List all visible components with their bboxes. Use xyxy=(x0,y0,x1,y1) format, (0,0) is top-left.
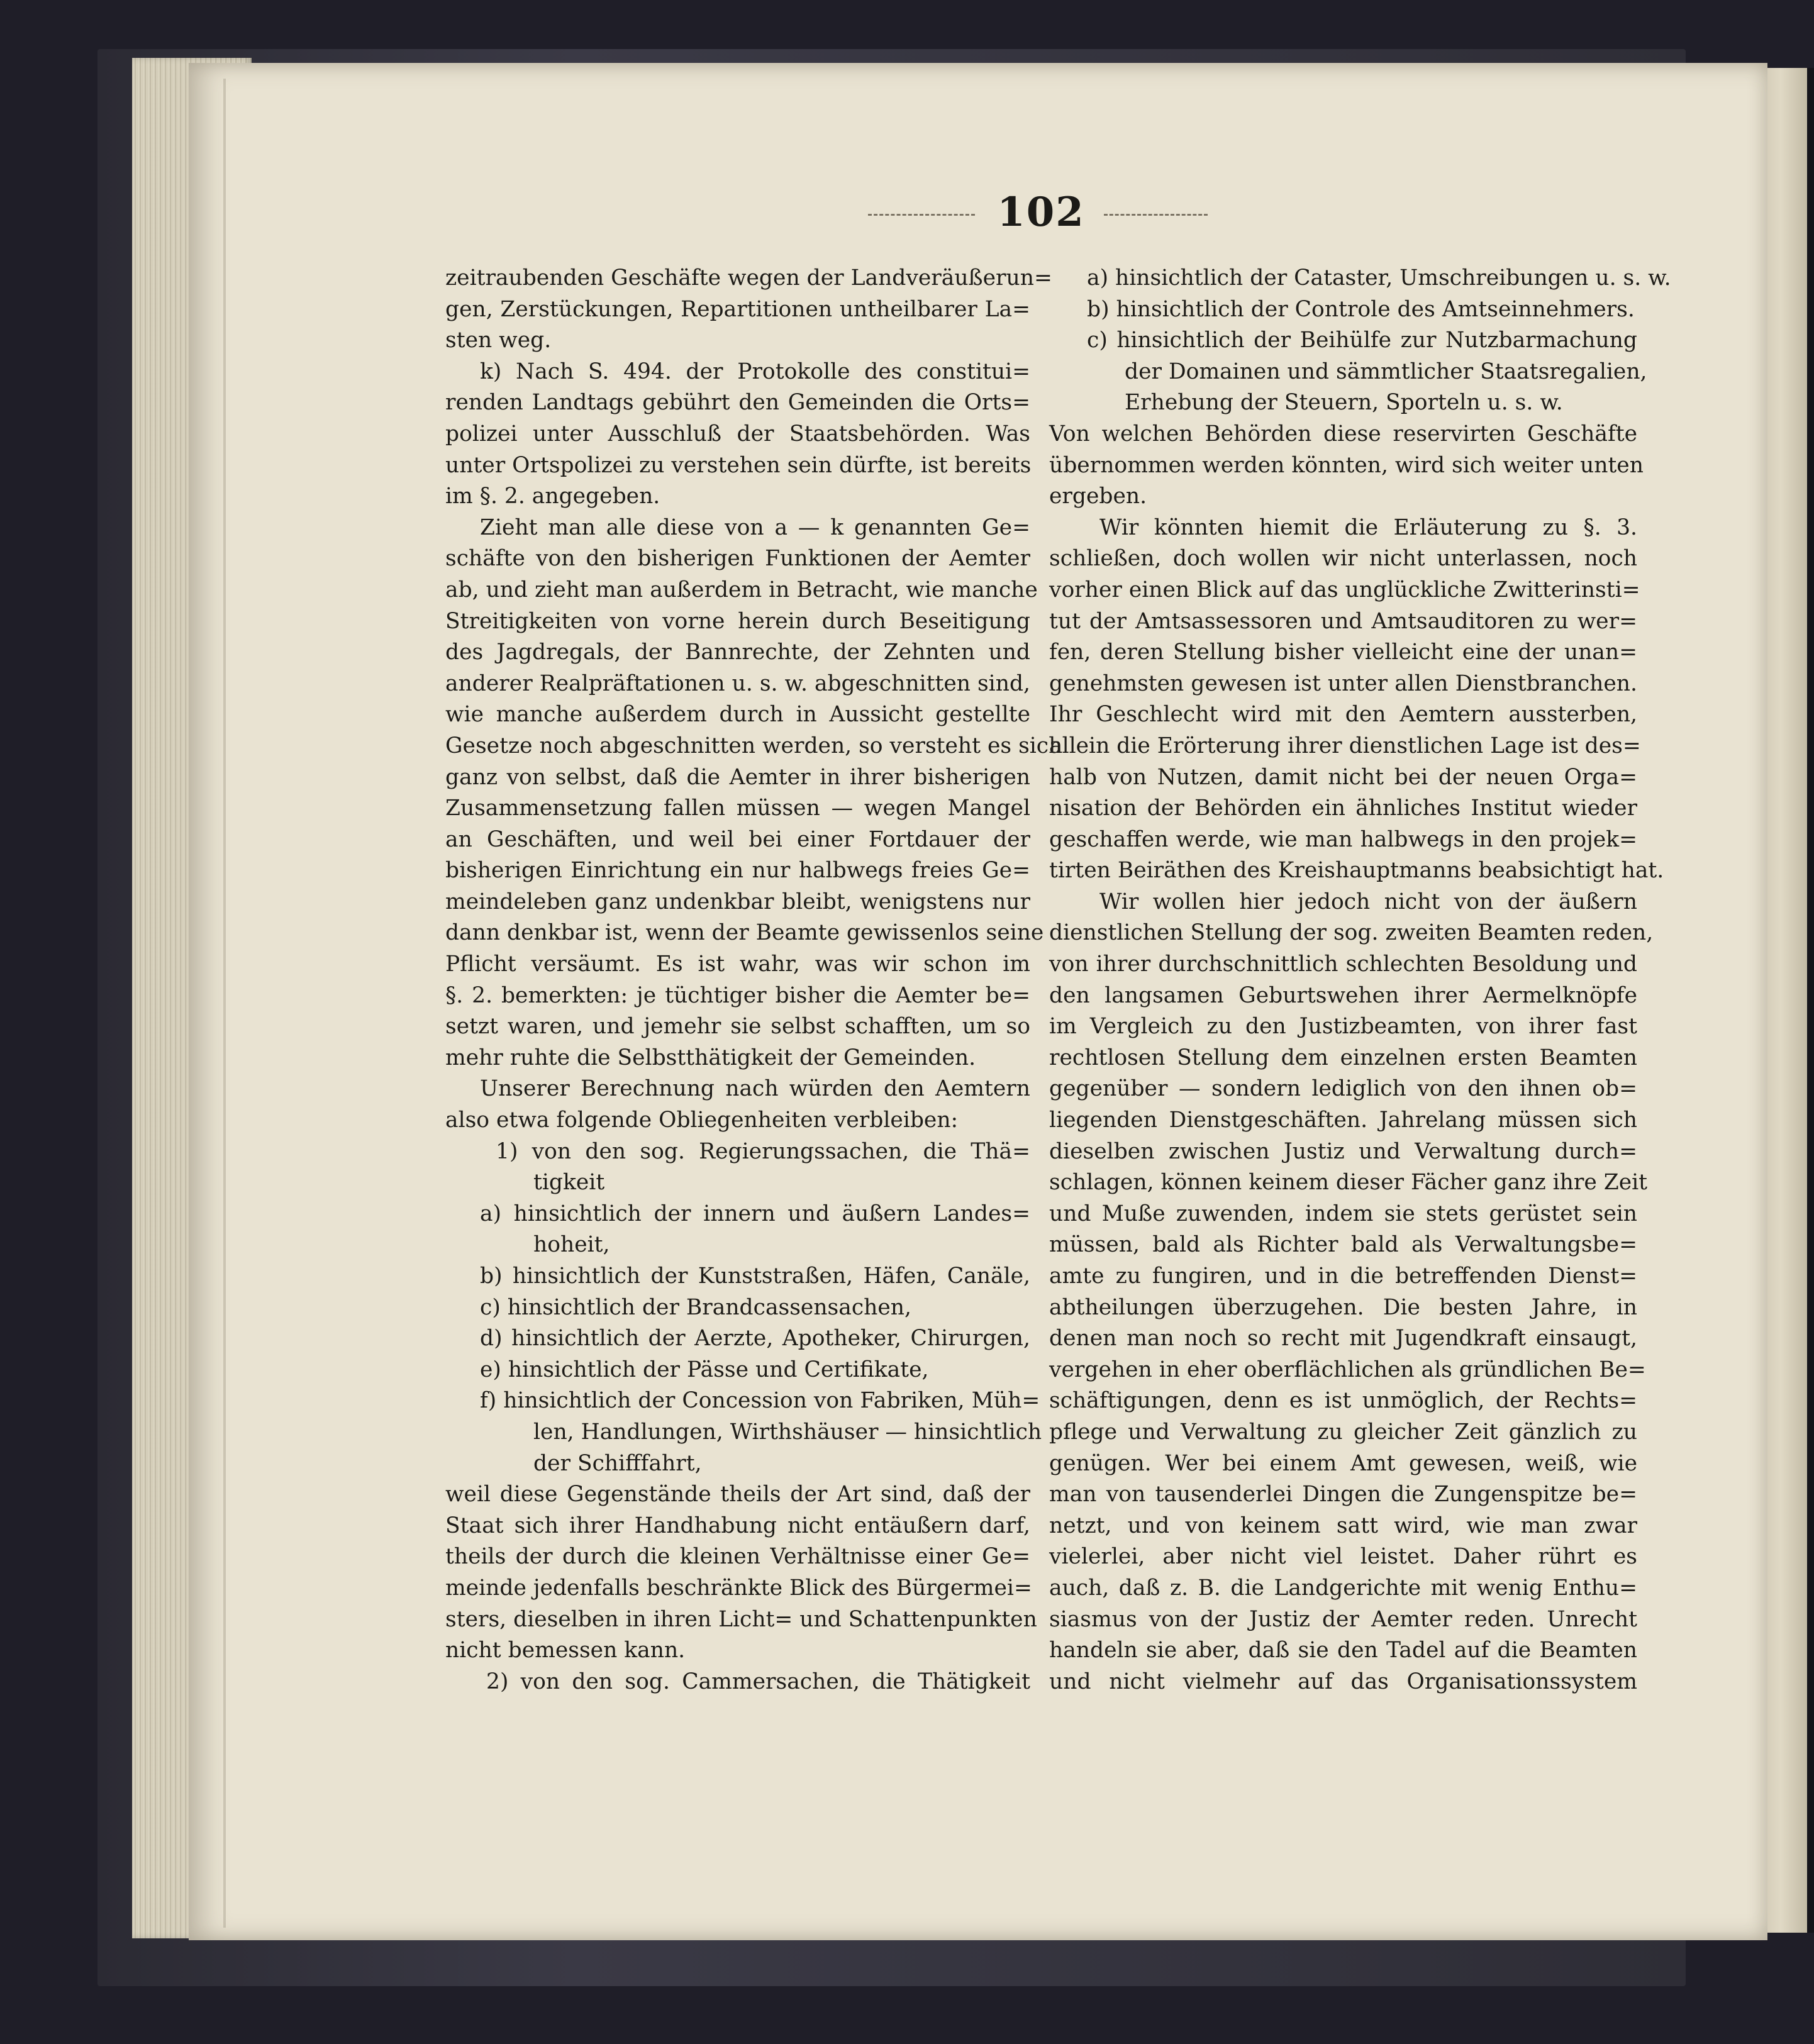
text-line-content: geschaffen werde, wie man halbwegs in den projek= xyxy=(1049,826,1637,852)
text-line-content: §. 2. bemerkten: je tüchtiger bisher die Aemter be= xyxy=(445,982,1030,1008)
text-line xyxy=(1049,980,1637,1012)
text-line xyxy=(445,419,1030,450)
text-line-content: halb von Nutzen, damit nicht bei der neuen Orga= xyxy=(1049,764,1637,790)
text-line xyxy=(1049,1074,1637,1105)
text-line xyxy=(1049,325,1637,357)
text-line-content: vergehen in eher oberflächlichen als gründlichen Be= xyxy=(1049,1357,1646,1382)
text-line-content: meindeleben ganz undenkbar bleibt, wenigstens nur xyxy=(445,889,1030,914)
text-line xyxy=(1049,669,1637,700)
text-line-content: d) hinsichtlich der Aerzte, Apotheker, Chirurgen, xyxy=(480,1326,1030,1352)
text-line-content: schlagen, können keinem dieser Fächer ganz ihre Zeit xyxy=(1049,1170,1648,1196)
text-line xyxy=(445,762,1030,794)
text-line xyxy=(1049,1386,1637,1417)
text-line-content: amte zu fungiren, und in die betreffenden Dienst= xyxy=(1049,1264,1637,1289)
text-line xyxy=(445,1417,1042,1448)
text-line-content: Wir wollen hier jedoch nicht von der äußern xyxy=(1099,889,1637,914)
text-line-content: weil diese Gegenstände theils der Art sind, daß der xyxy=(445,1482,1030,1508)
text-line-content: b) hinsichtlich der Controle des Amtseinnehmers. xyxy=(1087,296,1635,322)
text-line xyxy=(445,1573,1030,1604)
text-line xyxy=(1049,606,1637,638)
text-line xyxy=(1049,1604,1637,1636)
left-text-column xyxy=(445,263,1063,1697)
text-line-content: wie manche außerdem durch in Aussicht gestellte xyxy=(445,702,1030,728)
right-text-column xyxy=(1049,263,1671,1697)
text-line xyxy=(445,1448,1030,1480)
text-line-content: Zusammensetzung fallen müssen — wegen Mangel xyxy=(445,796,1030,821)
text-line xyxy=(445,1136,1030,1168)
text-line xyxy=(445,731,1063,762)
text-line xyxy=(445,450,1030,482)
text-line-content: hoheit, xyxy=(533,1232,610,1258)
text-line xyxy=(1049,1448,1637,1480)
text-line xyxy=(1049,1136,1637,1168)
text-line-content: k) Nach S. 494. der Protokolle des constitui= xyxy=(480,358,1030,384)
text-line-content: rechtlosen Stellung dem einzelnen ersten Beamten xyxy=(1049,1045,1637,1070)
text-line-content: an Geschäften, und weil bei einer Fortdauer der xyxy=(445,826,1030,852)
text-line-content: sten weg. xyxy=(445,328,552,353)
text-line-content: setzt waren, und jemehr sie selbst schafften, um so xyxy=(445,1014,1030,1040)
text-line-content: nicht bemessen kann. xyxy=(445,1638,686,1664)
text-line xyxy=(445,793,1030,825)
text-line-content: Wir könnten hiemit die Erläuterung zu §. 3. xyxy=(1099,514,1637,540)
text-line-content: c) hinsichtlich der Beihülfe zur Nutzbarmachung xyxy=(1087,328,1637,353)
text-line xyxy=(445,1604,1037,1636)
text-line-content: genehmsten gewesen ist unter allen Dienstbranchen. xyxy=(1049,670,1637,696)
text-line xyxy=(445,825,1030,856)
text-line-content: mehr ruhte die Selbstthätigkeit der Gemeinden. xyxy=(445,1045,976,1070)
text-line xyxy=(1049,1011,1637,1043)
text-line xyxy=(1049,637,1637,669)
text-line xyxy=(1049,1511,1637,1542)
text-line-content: Gesetze noch abgeschnitten werden, so versteht es sich xyxy=(445,733,1063,758)
background-strip xyxy=(1807,68,1814,1933)
text-line-content: im Vergleich zu den Justizbeamten, von ihrer fast xyxy=(1049,1014,1637,1040)
text-line xyxy=(445,543,1030,575)
text-line xyxy=(1049,481,1637,513)
text-line xyxy=(445,357,1030,388)
header-rule-left xyxy=(868,214,975,216)
text-line xyxy=(445,918,1044,949)
text-line xyxy=(1049,1105,1637,1136)
text-line xyxy=(1049,294,1637,326)
text-line xyxy=(1049,1355,1646,1386)
text-line-content: ganz von selbst, daß die Aemter in ihrer bisherigen xyxy=(445,764,1030,790)
text-line-content: denen man noch so recht mit Jugendkraft einsaugt, xyxy=(1049,1326,1637,1352)
text-line xyxy=(445,1323,1030,1355)
text-line xyxy=(1049,887,1637,918)
text-line xyxy=(445,606,1030,638)
text-line xyxy=(445,1292,1030,1324)
text-line-content: anderer Realpräftationen u. s. w. abgeschnitten sind, xyxy=(445,670,1030,696)
text-line-content: e) hinsichtlich der Pässe und Certifikate, xyxy=(480,1357,929,1382)
text-line xyxy=(1049,1167,1648,1199)
text-line xyxy=(445,263,1052,294)
text-line xyxy=(1049,825,1637,856)
text-line-content: sters, dieselben in ihren Licht= und Schattenpunkten xyxy=(445,1606,1037,1632)
text-line-content: man von tausenderlei Dingen die Zungenspitze be= xyxy=(1049,1482,1637,1508)
text-line-content: genügen. Wer bei einem Amt gewesen, weiß, wie xyxy=(1049,1450,1637,1476)
text-line-content: unter Ortspolizei zu verstehen sein dürfte, ist bereits xyxy=(445,452,1032,478)
text-line-content: schäftigungen, denn es ist unmöglich, der Rechts= xyxy=(1049,1388,1637,1414)
text-line-content: 1) von den sog. Regierungssachen, die Thä= xyxy=(496,1138,1030,1164)
text-line-content: schäfte von den bisherigen Funktionen der Aemter xyxy=(445,546,1030,572)
text-line-content: polizei unter Ausschluß der Staatsbehörden. Was xyxy=(445,421,1030,447)
text-line-content: übernommen werden könnten, wird sich weiter unten xyxy=(1049,452,1644,478)
text-line-content: Von welchen Behörden diese reservirten Geschäfte xyxy=(1049,421,1637,447)
text-line xyxy=(1049,1199,1637,1230)
text-line xyxy=(1049,949,1637,980)
text-line xyxy=(445,980,1030,1012)
text-line-content: nisation der Behörden ein ähnliches Institut wieder xyxy=(1049,796,1637,821)
text-line-content: liegenden Dienstgeschäften. Jahrelang müssen sich xyxy=(1049,1108,1637,1133)
text-line xyxy=(1049,1479,1637,1511)
text-line xyxy=(445,1479,1030,1511)
text-line-content: tigkeit xyxy=(533,1170,605,1196)
text-line xyxy=(445,1386,1040,1417)
page-number: 102 xyxy=(997,189,1085,236)
text-line xyxy=(445,1667,1030,1698)
text-line-content: schließen, doch wollen wir nicht unterlassen, noch xyxy=(1049,546,1637,572)
text-line xyxy=(445,1105,1030,1136)
text-line xyxy=(445,949,1030,980)
text-line-content: und nicht vielmehr auf das Organisationssystem xyxy=(1049,1669,1637,1694)
text-line xyxy=(445,513,1030,544)
text-line-content: siasmus von der Justiz der Aemter reden. Unrecht xyxy=(1049,1606,1637,1632)
text-line xyxy=(445,1635,1030,1667)
text-line-content: b) hinsichtlich der Kunststraßen, Häfen, Canäle, xyxy=(480,1264,1030,1289)
text-line xyxy=(445,699,1030,731)
text-line xyxy=(445,575,1038,606)
text-line-content: Streitigkeiten von vorne herein durch Beseitigung xyxy=(445,608,1030,634)
text-line xyxy=(1049,793,1637,825)
text-line-content: len, Handlungen, Wirthshäuser — hinsichtlich xyxy=(533,1419,1042,1445)
text-line-content: handeln sie aber, daß sie den Tadel auf die Beamten xyxy=(1049,1638,1637,1664)
text-line-content: der Domainen und sämmtlicher Staatsregalien, xyxy=(1125,358,1647,384)
text-line-content: tut der Amtsassessoren und Amtsauditoren zu wer= xyxy=(1049,608,1637,634)
text-line-content: ergeben. xyxy=(1049,484,1147,509)
text-line xyxy=(1049,1635,1637,1667)
text-line xyxy=(445,1043,1030,1074)
text-line-content: zeitraubenden Geschäfte wegen der Landveräußerun= xyxy=(445,265,1052,291)
text-line-content: Erhebung der Steuern, Sporteln u. s. w. xyxy=(1125,390,1563,416)
header-rule-right xyxy=(1104,214,1208,216)
text-line-content: meinde jedenfalls beschränkte Blick des Bürgermei= xyxy=(445,1575,1032,1601)
text-line xyxy=(445,387,1030,419)
text-line xyxy=(1049,513,1637,544)
text-line-content: Ihr Geschlecht wird mit den Aemtern aussterben, xyxy=(1049,702,1637,728)
text-line xyxy=(1049,575,1640,606)
text-line xyxy=(1049,450,1644,482)
text-line-content: allein die Erörterung ihrer dienstlichen Lage ist des= xyxy=(1049,733,1641,758)
text-line xyxy=(1049,762,1637,794)
text-line xyxy=(1049,855,1664,887)
text-line xyxy=(445,887,1030,918)
text-line xyxy=(445,481,1030,513)
text-line xyxy=(1049,419,1637,450)
text-line-content: renden Landtags gebührt den Gemeinden die Orts= xyxy=(445,390,1030,416)
text-line-content: c) hinsichtlich der Brandcassensachen, xyxy=(480,1294,911,1320)
text-line xyxy=(1049,1417,1637,1448)
text-line-content: pflege und Verwaltung zu gleicher Zeit gänzlich zu xyxy=(1049,1419,1637,1445)
text-line xyxy=(445,325,1030,357)
text-line-content: der Schifffahrt, xyxy=(533,1450,702,1476)
text-line-content: ab, und zieht man außerdem in Betracht, wie manche xyxy=(445,577,1038,603)
text-line-content: dieselben zwischen Justiz und Verwaltung durch= xyxy=(1049,1138,1637,1164)
text-line xyxy=(1049,918,1654,949)
text-line-content: bisherigen Einrichtung ein nur halbwegs freies Ge= xyxy=(445,858,1030,884)
text-line-content: f) hinsichtlich der Concession von Fabriken, Müh= xyxy=(480,1388,1040,1414)
text-line-content: netzt, und von keinem satt wird, wie man zwar xyxy=(1049,1513,1637,1538)
text-line-content: des Jagdregals, der Bannrechte, der Zehnten und xyxy=(445,640,1030,665)
text-line xyxy=(1049,1261,1637,1292)
text-line xyxy=(1049,1230,1637,1261)
text-line-content: gen, Zerstückungen, Repartitionen untheilbarer La= xyxy=(445,296,1030,322)
text-line xyxy=(1049,1323,1637,1355)
text-line-content: dann denkbar ist, wenn der Beamte gewissenlos seine xyxy=(445,920,1044,946)
text-line-content: vielerlei, aber nicht viel leistet. Daher rührt es xyxy=(1049,1544,1637,1570)
text-line xyxy=(445,669,1030,700)
text-line xyxy=(445,1167,1030,1199)
text-line-content: gegenüber — sondern lediglich von den ihnen ob= xyxy=(1049,1076,1637,1102)
text-line xyxy=(445,1230,1030,1261)
text-line-content: von ihrer durchschnittlich schlechten Besoldung und xyxy=(1049,952,1637,977)
text-line-content: a) hinsichtlich der innern und äußern Landes= xyxy=(480,1201,1030,1226)
text-line xyxy=(445,294,1030,326)
text-line xyxy=(445,1541,1030,1573)
text-line xyxy=(1049,1573,1637,1604)
text-line xyxy=(445,1261,1030,1292)
text-line xyxy=(445,1011,1030,1043)
text-line xyxy=(1049,263,1671,294)
text-line-content: Pflicht versäumt. Es ist wahr, was wir schon im xyxy=(445,952,1030,977)
text-line-content: also etwa folgende Obliegenheiten verbleiben: xyxy=(445,1108,959,1133)
text-line-content: vorher einen Blick auf das unglückliche Zwitterinsti= xyxy=(1049,577,1640,603)
text-line-content: und Muße zuwenden, indem sie stets gerüstet sein xyxy=(1049,1201,1637,1226)
text-line-content: dienstlichen Stellung der sog. zweiten Beamten reden, xyxy=(1049,920,1654,946)
text-line xyxy=(445,1511,1030,1542)
text-line-content: Zieht man alle diese von a — k genannten Ge= xyxy=(480,514,1030,540)
text-line xyxy=(445,1199,1030,1230)
text-line-content: 2) von den sog. Cammersachen, die Thätigkeit xyxy=(486,1669,1030,1694)
text-line-content: tirten Beiräthen des Kreishauptmanns beabsichtigt hat. xyxy=(1049,858,1664,884)
page-header xyxy=(855,189,1182,239)
text-line-content: auch, daß z. B. die Landgerichte mit wenig Enthu= xyxy=(1049,1575,1637,1601)
text-line xyxy=(1049,1292,1637,1324)
text-line xyxy=(1049,699,1637,731)
text-line xyxy=(1049,1667,1637,1698)
text-line xyxy=(1049,1043,1637,1074)
text-line-content: im §. 2. angegeben. xyxy=(445,484,660,509)
text-line-content: müssen, bald als Richter bald als Verwaltungsbe= xyxy=(1049,1232,1637,1258)
text-line xyxy=(1049,357,1647,388)
text-line-content: Unserer Berechnung nach würden den Aemtern xyxy=(480,1076,1030,1102)
text-line xyxy=(1049,1541,1637,1573)
text-line xyxy=(1049,387,1637,419)
text-line xyxy=(445,1355,1030,1386)
text-line xyxy=(445,855,1030,887)
text-line-content: den langsamen Geburtswehen ihrer Aermelknöpfe xyxy=(1049,982,1637,1008)
text-line-content: theils der durch die kleinen Verhältnisse einer Ge= xyxy=(445,1544,1030,1570)
text-line xyxy=(1049,543,1637,575)
text-line xyxy=(445,637,1030,669)
text-line-content: fen, deren Stellung bisher vielleicht eine der unan= xyxy=(1049,640,1637,665)
text-line xyxy=(445,1074,1030,1105)
text-line-content: abtheilungen überzugehen. Die besten Jahre, in xyxy=(1049,1294,1637,1320)
text-line-content: Staat sich ihrer Handhabung nicht entäußern darf, xyxy=(445,1513,1030,1538)
text-line xyxy=(1049,731,1641,762)
text-line-content: a) hinsichtlich der Cataster, Umschreibungen u. s. w. xyxy=(1087,265,1671,291)
gutter-shadow xyxy=(223,79,226,1928)
